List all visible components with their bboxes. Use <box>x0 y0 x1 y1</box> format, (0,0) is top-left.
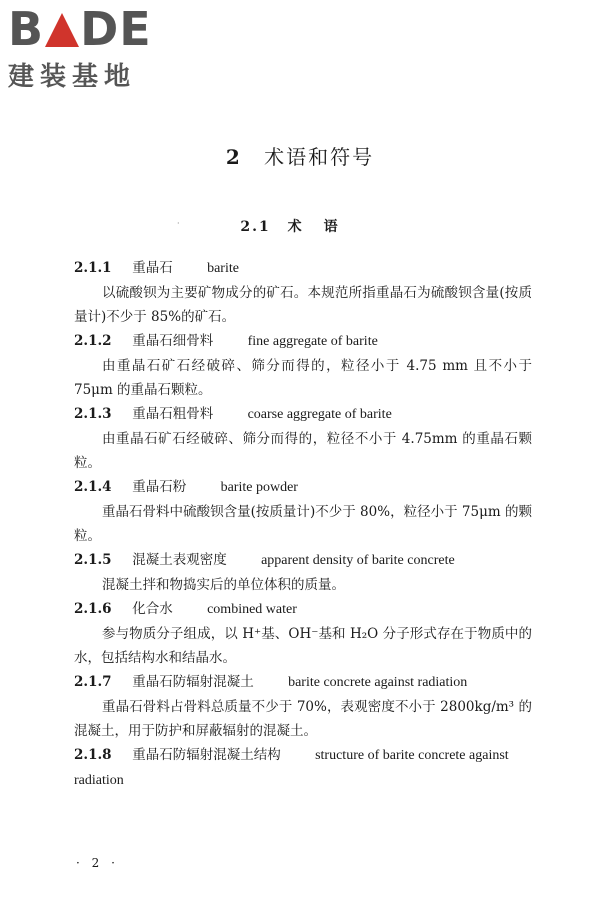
term-chinese: 重晶石防辐射混凝土结构 <box>132 747 281 763</box>
term-entry <box>74 670 532 743</box>
term-entry <box>74 743 532 793</box>
term-number: 2.1.8 <box>74 747 112 763</box>
term-number: 2.1.6 <box>74 601 112 617</box>
terms-list <box>74 256 532 793</box>
term-chinese: 重晶石粉 <box>132 479 187 495</box>
term-english: barite concrete against radiation <box>288 675 468 690</box>
term-entry <box>74 402 532 475</box>
term-number: 2.1.4 <box>74 479 112 495</box>
term-english: apparent density of barite concrete <box>261 553 455 568</box>
term-heading <box>74 475 532 500</box>
term-heading <box>74 329 532 354</box>
logo-letters-de: DE <box>80 2 152 56</box>
term-english: fine aggregate of barite <box>247 334 378 349</box>
term-english: combined water <box>207 602 297 617</box>
term-definition: 重晶石骨料占骨料总质量不少于 70%，表观密度不小于 2800kg/m³ 的混凝土，用于防护和屏蔽辐射的混凝土。 <box>74 699 532 739</box>
term-english: barite <box>207 261 239 276</box>
term-chinese: 化合水 <box>132 601 173 617</box>
term-number: 2.1.2 <box>74 333 112 349</box>
term-heading <box>74 548 532 573</box>
term-english: barite powder <box>220 480 298 495</box>
scan-dot: · <box>177 219 180 228</box>
term-entry <box>74 475 532 548</box>
term-chinese: 重晶石防辐射混凝土 <box>132 674 254 690</box>
bade-logo <box>8 4 178 93</box>
page-number: · 2 · <box>76 856 119 870</box>
term-heading <box>74 743 532 793</box>
term-number: 2.1.1 <box>74 260 112 276</box>
term-definition: 参与物质分子组成，以 H⁺基、OH⁻基和 H₂O 分子形式存在于物质中的水，包括结构水和结晶水。 <box>74 626 532 666</box>
term-entry <box>74 329 532 402</box>
term-number: 2.1.5 <box>74 552 112 568</box>
logo-letter-b: B <box>8 2 45 56</box>
logo-subtitle: 建装基地 <box>8 62 137 92</box>
term-chinese: 重晶石细骨料 <box>132 333 214 349</box>
term-entry <box>74 548 532 597</box>
term-heading <box>74 256 532 281</box>
logo-wordmark <box>8 4 178 54</box>
term-number: 2.1.3 <box>74 406 112 422</box>
term-english: structure of barite concrete against radiation <box>74 748 509 788</box>
logo-triangle-icon <box>45 13 79 47</box>
term-definition: 以硫酸钡为主要矿物成分的矿石。本规范所指重晶石为硫酸钡含量(按质量计)不少于 85%的矿石。 <box>74 285 532 325</box>
term-definition: 由重晶石矿石经破碎、筛分而得的，粒径小于 4.75 mm 且不小于 75μm 的重晶石颗粒。 <box>74 358 532 398</box>
term-heading <box>74 670 532 695</box>
section-title <box>0 216 600 236</box>
section-name: 术语 <box>287 219 360 235</box>
term-entry <box>74 597 532 670</box>
term-chinese: 重晶石粗骨料 <box>132 406 214 422</box>
chapter-name: 术语和符号 <box>264 145 375 169</box>
chapter-title <box>0 141 600 170</box>
term-definition: 重晶石骨料中硫酸钡含量(按质量计)不少于 80%，粒径小于 75μm 的颗粒。 <box>74 504 532 544</box>
term-english: coarse aggregate of barite <box>247 407 392 422</box>
section-number: 2.1 <box>240 219 271 235</box>
term-number: 2.1.7 <box>74 674 112 690</box>
chapter-number: 2 <box>225 145 242 169</box>
term-definition: 由重晶石矿石经破碎、筛分而得的，粒径不小于 4.75mm 的重晶石颗粒。 <box>74 431 532 471</box>
term-entry <box>74 256 532 329</box>
term-heading <box>74 597 532 622</box>
term-chinese: 混凝土表观密度 <box>132 552 227 568</box>
term-chinese: 重晶石 <box>132 260 173 276</box>
term-definition: 混凝土拌和物捣实后的单位体积的质量。 <box>102 577 345 593</box>
term-heading <box>74 402 532 427</box>
